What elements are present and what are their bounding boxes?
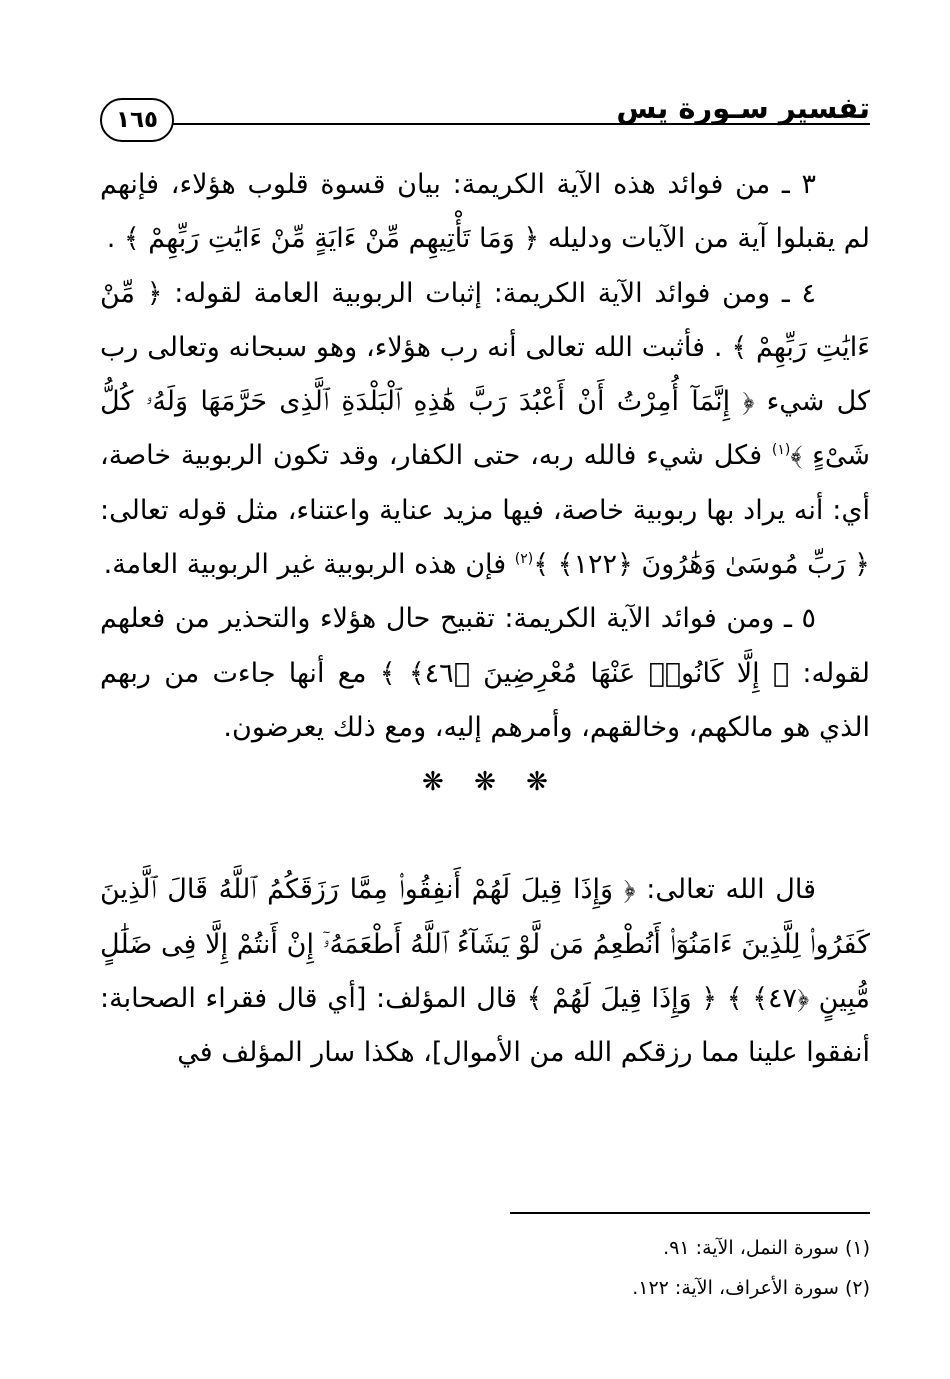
section-2-text-2: قال المؤلف: [أي قال فقراء الصحابة: أنفقوا علينا مما رزقكم الله من الأموال]، هكذا سار المؤلف في: [100, 982, 870, 1069]
page-header: [100, 88, 870, 148]
header-rule: [162, 123, 870, 125]
paragraph-3-text: ٣ ـ من فوائد هذه الآية الكريمة: بيان قسوة قلوب هؤلاء، فإنهم لم يقبلوا آية من الآيات ودليله: [100, 169, 870, 255]
quran-verse: ﴿ وَإِذَا قِيلَ لَهُمْ أَنفِقُوا۟ مِمَّا رَزَقَكُمُ ٱللَّهُ قَالَ ٱلَّذِينَ كَفَرُوا۟ لِلَّذِينَ ءَامَنُوٓا۟ أَنُطْعِمُ مَن لَّوْ يَشَآءُ ٱللَّهُ أَطْعَمَهُۥٓ إِنْ أَنتُمْ إِلَّا فِى ضَلَٰلٍ مُّبِينٍ ﴿٤٧﴾ ﴾: [100, 874, 870, 1014]
footnote-2: (٢) سورة الأعراف، الآية: ١٢٢.: [632, 1277, 870, 1299]
section-2-paragraph: [100, 863, 870, 1080]
spacer: [100, 809, 870, 863]
footnotes: [80, 1228, 870, 1308]
paragraph-3-end: .: [106, 223, 116, 255]
paragraph-5-end: مع أنها جاءت من ربهم الذي هو مالكهم، وخالقهم، وأمرهم إليه، ومع ذلك يعرضون.: [100, 657, 870, 743]
paragraph-5: [100, 592, 870, 755]
page-number: ١٦٥: [100, 98, 174, 142]
paragraph-5-text: ٥ ـ ومن فوائد الآية الكريمة: تقبيح حال هؤلاء والتحذير من فعلهم لقوله:: [100, 603, 871, 689]
footnote-ref-1[interactable]: (١): [771, 442, 791, 459]
running-title: تفسير سـورة يس: [616, 91, 870, 125]
footnote-ref-2[interactable]: (٢): [514, 551, 534, 568]
paragraph-4-text-4: فإن هذه الربوبية غير الربوبية العامة.: [103, 549, 515, 581]
main-text: [100, 158, 870, 1080]
section-separator: ❋ ❋ ❋: [422, 767, 548, 798]
paragraph-4: [100, 267, 870, 593]
quran-verse: ﴿ إِنَّمَآ أُمِرْتُ أَنْ أَعْبُدَ رَبَّ هَٰذِهِ ٱلْبَلْدَةِ ٱلَّذِى حَرَّمَهَا وَلَهُۥ كُلُّ شَىْءٍ ﴾: [100, 386, 870, 472]
footnote-1: (١) سورة النمل، الآية: ٩١.: [663, 1237, 870, 1259]
quran-verse: ﴿ وَمَا تَأْتِيهِم مِّنْ ءَايَةٍ مِّنْ ءَايَٰتِ رَبِّهِمْ ﴾: [123, 223, 540, 255]
paragraph-4-text-1: ٤ ـ ومن فوائد الآية الكريمة: إثبات الربوبية العامة لقوله:: [174, 277, 816, 309]
footnote-rule: [510, 1212, 870, 1214]
section-2-text-1: قال الله تعالى:: [635, 874, 816, 906]
quran-verse: ﴿ مِّنْ ءَايَٰتِ رَبِّهِمْ ﴾: [100, 277, 870, 363]
paragraph-4-text-2: . فأثبت الله تعالى أنه رب هؤلاء، وهو سبحانه وتعالى رب كل شيء: [100, 331, 870, 418]
quran-verse: ﴿ وَإِذَا قِيلَ لَهُمْ ﴾: [526, 982, 727, 1014]
quran-verse: ﴿ إِلَّا كَانُوا۟ عَنْهَا مُعْرِضِينَ ﴿٤٦﴾ ﴾: [379, 657, 790, 689]
quran-verse: ﴿ رَبِّ مُوسَىٰ وَهَٰرُونَ ﴿١٢٢﴾ ﴾: [533, 549, 870, 581]
paragraph-4-text-3: فكل شيء فالله ربه، حتى الكفار، وقد تكون الربوبية خاصة، أي: أنه يراد بها ربوبية خاصة، فيها مزيد عناية واعتناء، مثل قوله تعالى:: [100, 440, 870, 526]
paragraph-3: [100, 158, 870, 267]
